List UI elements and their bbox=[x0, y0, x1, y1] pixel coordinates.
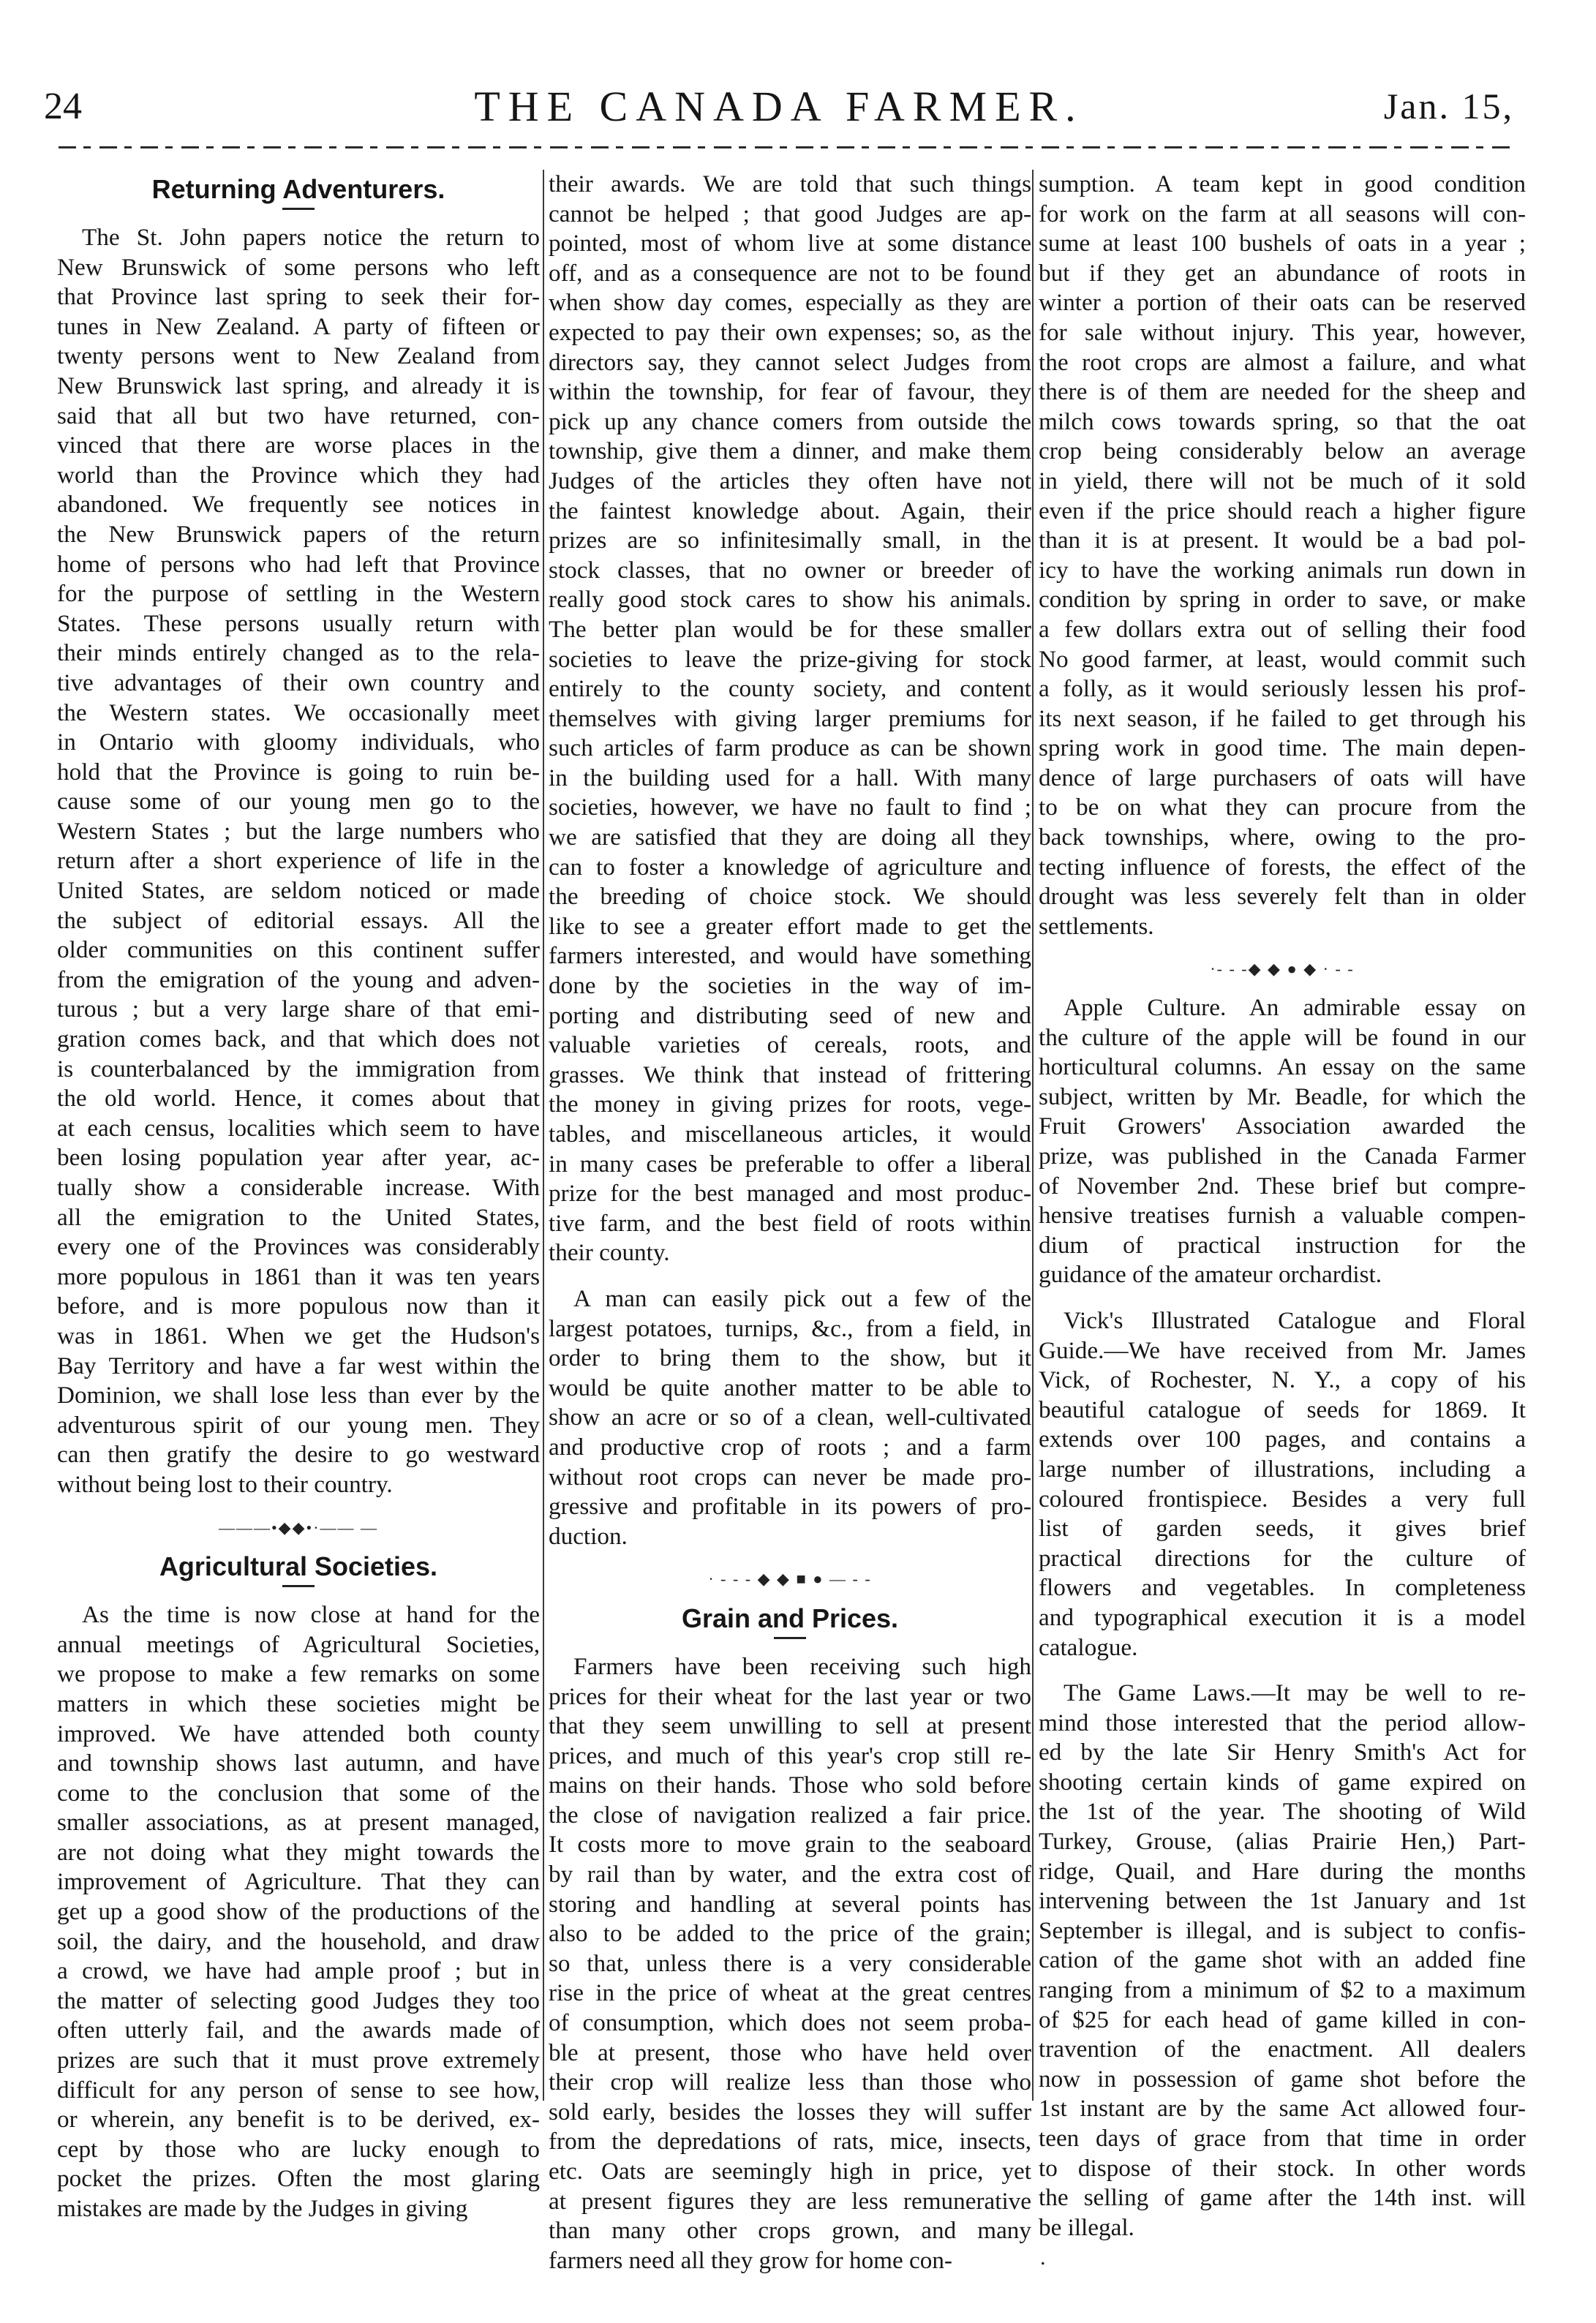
text-line: tecting influence of forests, the effect of the bbox=[1039, 853, 1526, 881]
text-line: turous ; but a very large share of that emi- bbox=[57, 995, 540, 1023]
text-line: a folly, as it would seriously lessen his prof- bbox=[1039, 675, 1526, 703]
text-line: flowers and vegetables. In completeness bbox=[1039, 1574, 1526, 1602]
text-line: that they seem unwilling to sell at present bbox=[549, 1712, 1031, 1740]
text-line: a crowd, we have had ample proof ; but in bbox=[57, 1957, 540, 1985]
text-line: New Brunswick last spring, and already it is bbox=[57, 372, 540, 399]
text-line: annual meetings of Agricultural Societies, bbox=[57, 1630, 540, 1658]
text-line: winter a portion of their oats can be reserved bbox=[1039, 289, 1526, 317]
text-line: Bay Territory and have a far west within the bbox=[57, 1352, 540, 1379]
text-line: beautiful catalogue of seeds for 1869. It bbox=[1039, 1396, 1526, 1423]
header-rule bbox=[59, 146, 1514, 148]
text-line: cannot be helped ; that good Judges are ap- bbox=[549, 200, 1031, 227]
text-line: pick up any chance comers from outside the bbox=[549, 407, 1031, 435]
text-line: all the emigration to the United States, bbox=[57, 1203, 540, 1231]
text-line: societies to leave the prize-giving for stock bbox=[549, 645, 1031, 673]
text-line: September is illegal, and is subject to confis- bbox=[1039, 1916, 1526, 1944]
text-line: the culture of the apple will be found in our bbox=[1039, 1023, 1526, 1051]
column-divider bbox=[1032, 170, 1034, 2101]
text-line: the money in giving prizes for roots, vege- bbox=[549, 1091, 1031, 1118]
text-line: difficult for any person of sense to see how, bbox=[57, 2076, 540, 2104]
text-line: It costs more to move grain to the seaboard bbox=[549, 1831, 1031, 1859]
text-line: of $25 for each head of game killed in con- bbox=[1039, 2006, 1526, 2033]
text-line: The better plan would be for these smaller bbox=[549, 615, 1031, 643]
text-line: prize, was published in the Canada Farmer bbox=[1039, 1142, 1526, 1170]
text-line: abandoned. We frequently see notices in bbox=[57, 491, 540, 519]
masthead bbox=[44, 82, 1514, 148]
text-line: the Western states. We occasionally meet bbox=[57, 699, 540, 726]
text-line: ble at present, those who have held over bbox=[549, 2038, 1031, 2066]
text-line: subject, written by Mr. Beadle, for which the bbox=[1039, 1083, 1526, 1110]
article-body-grain-and-prices bbox=[549, 1652, 1031, 2275]
paragraph-game-laws bbox=[1039, 1679, 1526, 2243]
text-line: catalogue. bbox=[1039, 1633, 1138, 1661]
article-body-returning-adventurers bbox=[57, 223, 540, 1500]
text-line: cause some of our young men go to the bbox=[57, 788, 540, 816]
heading-rule bbox=[282, 1585, 315, 1587]
text-line: societies, however, we have no fault to find ; bbox=[549, 794, 1031, 821]
text-line: entirely to the county society, and content bbox=[549, 675, 1031, 703]
text-line: farmers interested, and would have something bbox=[549, 942, 1031, 970]
text-line: ranging from a minimum of $2 to a maximum bbox=[1039, 1976, 1526, 2004]
text-line: such articles of farm produce as can be shown bbox=[549, 734, 1031, 762]
text-line: their county. bbox=[549, 1239, 670, 1267]
text-line: prices, and much of this year's crop still re- bbox=[549, 1742, 1031, 1769]
text-line: by rail than by water, and the extra cost of bbox=[549, 1861, 1031, 1889]
text-line: than it is at present. It would be a bad pol- bbox=[1039, 527, 1526, 554]
stray-print-mark: . bbox=[1040, 2245, 1046, 2270]
text-line: even if the price should reach a higher figure bbox=[1039, 497, 1526, 524]
column-middle bbox=[549, 170, 1031, 2275]
text-line: is counterbalanced by the immigration from bbox=[57, 1055, 540, 1083]
text-line: ridge, Quail, and Hare during the months bbox=[1039, 1857, 1526, 1885]
column-divider bbox=[543, 170, 544, 2101]
heading-rule bbox=[282, 208, 315, 210]
text-line: at present figures they are less remunerative bbox=[549, 2187, 1031, 2215]
text-line: extends over 100 pages, and contains a bbox=[1039, 1426, 1526, 1453]
text-line: off, and as a consequence are not to be found bbox=[549, 259, 1031, 287]
text-line: can then gratify the desire to go westward bbox=[57, 1441, 540, 1469]
text-line: that Province last spring to seek their for- bbox=[57, 283, 540, 311]
text-line: we propose to make a few remarks on some bbox=[57, 1660, 540, 1688]
text-line: horticultural columns. An essay on the same bbox=[1039, 1053, 1526, 1081]
text-line: can to foster a knowledge of agriculture and bbox=[549, 853, 1031, 881]
text-line: when show day comes, especially as they are bbox=[549, 289, 1031, 317]
article-body-agricultural-societies-continued bbox=[549, 170, 1031, 1268]
text-line: practical directions for the culture of bbox=[1039, 1544, 1526, 1572]
text-line: Fruit Growers' Association awarded the bbox=[1039, 1112, 1526, 1140]
text-line: often utterly fail, and the awards made of bbox=[57, 2017, 540, 2044]
section-ornament: ·- - -◆ ◆ ● ◆ · - - bbox=[1210, 960, 1355, 979]
text-line: As the time is now close at hand for the bbox=[82, 1601, 540, 1629]
text-line: older communities on this continent suffer bbox=[57, 936, 540, 964]
text-line: States. These persons usually return with bbox=[57, 609, 540, 637]
text-line: world than the Province which they had bbox=[57, 461, 540, 489]
text-line: the selling of game after the 14th inst. will bbox=[1039, 2184, 1526, 2212]
text-line: for the purpose of settling in the Western bbox=[57, 580, 540, 608]
text-line: intervening between the 1st January and 1st bbox=[1039, 1887, 1526, 1915]
text-line: storing and handling at several points has bbox=[549, 1890, 1031, 1918]
text-line: drought was less severely felt than in older bbox=[1039, 883, 1526, 911]
text-line: gressive and profitable in its powers of pro- bbox=[549, 1493, 1031, 1521]
text-line: a few dollars extra out of selling their food bbox=[1039, 615, 1526, 643]
text-line: cept by those who are lucky enough to bbox=[57, 2135, 540, 2163]
text-line: coloured frontispiece. Besides a very full bbox=[1039, 1485, 1526, 1513]
text-line: like to see a greater effort made to get the bbox=[549, 912, 1031, 940]
article-body-agricultural-societies bbox=[57, 1600, 540, 2224]
text-line: cation of the game shot with an added fine bbox=[1039, 1946, 1526, 1974]
text-line: without root crops can never be made pro- bbox=[549, 1463, 1031, 1491]
text-line: United States, are seldom noticed or made bbox=[57, 877, 540, 905]
text-line: sumption. A team kept in good condition bbox=[1039, 170, 1526, 197]
text-line: but if they get an abundance of roots in bbox=[1039, 259, 1526, 287]
text-line: the matter of selecting good Judges they too bbox=[57, 1987, 540, 2014]
issue-date: Jan. 15, bbox=[1383, 86, 1514, 127]
text-line: mind those interested that the period allow- bbox=[1039, 1709, 1526, 1736]
text-line: guidance of the amateur orchardist. bbox=[1039, 1261, 1382, 1289]
page-number: 24 bbox=[44, 86, 82, 127]
paragraph-gap bbox=[1039, 1663, 1526, 1679]
text-line: The St. John papers notice the return to bbox=[82, 224, 540, 251]
text-line: improved. We have attended both county bbox=[57, 1720, 540, 1747]
text-line: dium of practical instruction for the bbox=[1039, 1231, 1526, 1259]
text-line: there is of them are needed for the sheep and bbox=[1039, 378, 1526, 406]
text-line: home of persons who had left that Province bbox=[57, 550, 540, 578]
text-line: the New Brunswick papers of the return bbox=[57, 520, 540, 548]
text-line: twenty persons went to New Zealand from bbox=[57, 342, 540, 370]
paragraph-apple-culture bbox=[1039, 993, 1526, 1290]
text-line: ed by the late Sir Henry Smith's Act for bbox=[1039, 1739, 1526, 1766]
text-line: of consumption, which does not seem proba- bbox=[549, 2009, 1031, 2037]
text-line: tive farm, and the best field of roots within bbox=[549, 1209, 1031, 1237]
text-line: travention of the enactment. All dealers bbox=[1039, 2036, 1526, 2063]
paragraph-gap bbox=[1039, 1290, 1526, 1306]
text-line: are not doing what they might towards the bbox=[57, 1838, 540, 1866]
text-line: the breeding of choice stock. We should bbox=[549, 883, 1031, 911]
text-line: rise in the price of wheat at the great centres bbox=[549, 1979, 1031, 2007]
text-line: from the depredations of rats, mice, insects, bbox=[549, 2128, 1031, 2156]
text-line: its next season, if he failed to get through his bbox=[1039, 704, 1526, 732]
text-line: for work on the farm at all seasons will con- bbox=[1039, 200, 1526, 227]
article-heading-returning-adventurers: Returning Adventurers. bbox=[151, 174, 445, 204]
text-line: adventurous spirit of our young men. They bbox=[57, 1411, 540, 1439]
paragraph-vicks-catalogue bbox=[1039, 1306, 1526, 1663]
text-line: sold early, besides the losses they will suffer bbox=[549, 2098, 1031, 2126]
text-line: township, give them a dinner, and make them bbox=[549, 437, 1031, 465]
text-line: soil, the dairy, and the household, and draw bbox=[57, 1927, 540, 1955]
text-line: would be quite another matter to be able to bbox=[549, 1374, 1031, 1401]
text-line: tables, and miscellaneous articles, it would bbox=[549, 1121, 1031, 1148]
text-line: duction. bbox=[549, 1522, 628, 1550]
text-line: hold that the Province is going to ruin be- bbox=[57, 758, 540, 786]
text-line: hensive treatises furnish a valuable compen- bbox=[1039, 1202, 1526, 1230]
text-line: the subject of editorial essays. All the bbox=[57, 906, 540, 934]
text-line: order to bring them to the show, but it bbox=[549, 1344, 1031, 1372]
text-line: Guide.—We have received from Mr. James bbox=[1039, 1336, 1526, 1364]
text-line: dence of large purchasers of oats will have bbox=[1039, 764, 1526, 791]
text-line: more populous in 1861 than it was ten years bbox=[57, 1262, 540, 1290]
text-line: from the emigration of the young and adven- bbox=[57, 965, 540, 993]
text-line: to dispose of their stock. In other words bbox=[1039, 2154, 1526, 2182]
text-line: 1st instant are by the same Act allowed four- bbox=[1039, 2095, 1526, 2123]
text-line: so that, unless there is a very considerable bbox=[549, 1949, 1031, 1977]
paragraph-gap bbox=[549, 1268, 1031, 1284]
text-line: the faintest knowledge about. Again, their bbox=[549, 497, 1031, 524]
article-heading-agricultural-societies: Agricultural Societies. bbox=[159, 1551, 438, 1582]
newspaper-title: THE CANADA FARMER. bbox=[474, 83, 1084, 130]
text-line: get up a good show of the productions of the bbox=[57, 1898, 540, 1926]
text-line: and productive crop of roots ; and a farm bbox=[549, 1433, 1031, 1461]
text-line: their awards. We are told that such things bbox=[549, 170, 1031, 197]
text-line: teen days of grace from that time in order bbox=[1039, 2125, 1526, 2152]
text-line: the 1st of the year. The shooting of Wild bbox=[1039, 1798, 1526, 1826]
text-line: crop being considerably below an average bbox=[1039, 437, 1526, 465]
text-line: or wherein, any benefit is to be derived, ex- bbox=[57, 2106, 540, 2134]
text-line: was in 1861. When we get the Hudson's bbox=[57, 1322, 540, 1349]
text-line: Dominion, we shall lose less than ever by the bbox=[57, 1382, 540, 1409]
text-line: settlements. bbox=[1039, 912, 1154, 940]
text-line: back townships, where, owing to the pro- bbox=[1039, 824, 1526, 851]
text-line: the root crops are almost a failure, and what bbox=[1039, 348, 1526, 376]
text-line: to be on what they can procure from the bbox=[1039, 794, 1526, 821]
text-line: their minds entirely changed as to the rela- bbox=[57, 639, 540, 667]
text-line: largest potatoes, turnips, &c., from a field, in bbox=[549, 1314, 1031, 1342]
text-line: sume at least 100 bushels of oats in a year ; bbox=[1039, 230, 1526, 257]
text-line: Western States ; but the large numbers who bbox=[57, 817, 540, 845]
text-line: before, and is more populous now than it bbox=[57, 1292, 540, 1320]
text-line: A man can easily pick out a few of the bbox=[573, 1284, 1031, 1312]
text-line: themselves with giving larger premiums for bbox=[549, 704, 1031, 732]
text-line: improvement of Agriculture. That they can bbox=[57, 1868, 540, 1896]
text-line: every one of the Provinces was considerably bbox=[57, 1233, 540, 1261]
text-line: smaller associations, as at present managed, bbox=[57, 1809, 540, 1837]
text-line: the old world. Hence, it comes about that bbox=[57, 1085, 540, 1112]
text-line: than many other crops grown, and many bbox=[549, 2217, 1031, 2245]
text-line: etc. Oats are seemingly high in price, yet bbox=[549, 2158, 1031, 2185]
text-line: tive advantages of their own country and bbox=[57, 669, 540, 696]
text-line: in Ontario with gloomy individuals, who bbox=[57, 728, 540, 756]
text-line: gration comes back, and that which does not bbox=[57, 1025, 540, 1053]
text-line: in the building used for a hall. With many bbox=[549, 764, 1031, 791]
text-line: said that all but two have returned, con- bbox=[57, 402, 540, 429]
text-line: in many cases be preferable to offer a liberal bbox=[549, 1150, 1031, 1178]
text-line: their crop will realize less than those who bbox=[549, 2068, 1031, 2096]
section-ornament: ———•◆◆•·—— — bbox=[218, 1518, 379, 1537]
text-line: return after a short experience of life in the bbox=[57, 847, 540, 875]
text-line: milch cows towards spring, so that the oat bbox=[1039, 407, 1526, 435]
text-line: valuable varieties of cereals, roots, and bbox=[549, 1031, 1031, 1059]
text-line: Judges of the articles they often have not bbox=[549, 467, 1031, 494]
text-line: and typographical execution it is a model bbox=[1039, 1603, 1526, 1631]
text-line: also to be added to the price of the grain; bbox=[549, 1920, 1031, 1948]
text-line: prizes are so infinitesimally small, in the bbox=[549, 527, 1031, 554]
text-line: pocket the prizes. Often the most glaring bbox=[57, 2165, 540, 2193]
text-line: icy to have the working animals run down in bbox=[1039, 556, 1526, 584]
text-line: Vick's Illustrated Catalogue and Floral bbox=[1064, 1306, 1526, 1334]
text-line: stock classes, that no owner or breeder of bbox=[549, 556, 1031, 584]
heading-rule bbox=[774, 1637, 806, 1639]
text-line: Turkey, Grouse, (alias Prairie Hen,) Part- bbox=[1039, 1828, 1526, 1856]
text-line: come to the conclusion that some of the bbox=[57, 1779, 540, 1807]
text-line: Farmers have been receiving such high bbox=[573, 1652, 1031, 1680]
text-line: condition by spring in order to save, or make bbox=[1039, 586, 1526, 614]
text-line: grasses. We think that instead of frittering bbox=[549, 1061, 1031, 1088]
text-line: tually show a considerable increase. With bbox=[57, 1174, 540, 1201]
text-line: in yield, there will not be much of it sold bbox=[1039, 467, 1526, 494]
text-line: mains on their hands. Those who sold before bbox=[549, 1772, 1031, 1799]
text-line: show an acre or so of a clean, well-cultivated bbox=[549, 1404, 1031, 1431]
paragraph-potatoes bbox=[549, 1284, 1031, 1551]
text-line: the close of navigation realized a fair price. bbox=[549, 1801, 1031, 1829]
text-line: prize for the best managed and most produc- bbox=[549, 1180, 1031, 1208]
text-line: without being lost to their country. bbox=[57, 1470, 393, 1498]
column-left bbox=[57, 170, 540, 2224]
text-line: Vick, of Rochester, N. Y., a copy of his bbox=[1039, 1366, 1526, 1394]
text-line: for sale without injury. This year, however, bbox=[1039, 318, 1526, 346]
text-line: be illegal. bbox=[1039, 2213, 1134, 2241]
section-ornament: · - - - ◆ ◆ ■ ● — - - bbox=[708, 1570, 872, 1589]
text-line: shooting certain kinds of game expired on bbox=[1039, 1768, 1526, 1796]
text-line: mistakes are made by the Judges in giving bbox=[57, 2195, 468, 2222]
text-line: been losing population year after year, ac- bbox=[57, 1144, 540, 1172]
text-line: and township shows last autumn, and have bbox=[57, 1750, 540, 1777]
text-line: done by the societies in the way of im- bbox=[549, 972, 1031, 1000]
text-line: vinced that there are worse places in the bbox=[57, 432, 540, 459]
column-right bbox=[1039, 170, 1526, 2243]
text-line: porting and distributing seed of new and bbox=[549, 1001, 1031, 1029]
text-line: expected to pay their own expenses; so, as the bbox=[549, 318, 1031, 346]
text-line: prizes are such that it must prove extremely bbox=[57, 2047, 540, 2074]
text-line: prices for their wheat for the last year or two bbox=[549, 1682, 1031, 1710]
text-line: within the township, for fear of favour, they bbox=[549, 378, 1031, 406]
text-line: now in possession of game shot before the bbox=[1039, 2065, 1526, 2093]
text-line: Apple Culture. An admirable essay on bbox=[1064, 994, 1526, 1022]
text-line: we are satisfied that they are doing all they bbox=[549, 824, 1031, 851]
text-line: list of garden seeds, it gives brief bbox=[1039, 1515, 1526, 1543]
text-line: really good stock cares to show his animals. bbox=[549, 586, 1031, 614]
text-line: spring work in good time. The main depen- bbox=[1039, 734, 1526, 762]
text-line: matters in which these societies might be bbox=[57, 1690, 540, 1717]
article-heading-grain-and-prices: Grain and Prices. bbox=[681, 1603, 899, 1633]
text-line: pointed, most of whom live at some distance bbox=[549, 230, 1031, 257]
text-line: at each census, localities which seem to have bbox=[57, 1114, 540, 1142]
text-line: of November 2nd. These brief but compre- bbox=[1039, 1172, 1526, 1200]
text-line: New Brunswick of some persons who left bbox=[57, 253, 540, 281]
text-line: directors say, they cannot select Judges from bbox=[549, 348, 1031, 376]
text-line: tunes in New Zealand. A party of fifteen or bbox=[57, 312, 540, 340]
text-line: No good farmer, at least, would commit such bbox=[1039, 645, 1526, 673]
text-line: The Game Laws.—It may be well to re- bbox=[1064, 1679, 1526, 1707]
text-line: large number of illustrations, including a bbox=[1039, 1455, 1526, 1483]
text-line: farmers need all they grow for home con- bbox=[549, 2246, 952, 2274]
article-body-grain-and-prices-continued bbox=[1039, 170, 1526, 941]
